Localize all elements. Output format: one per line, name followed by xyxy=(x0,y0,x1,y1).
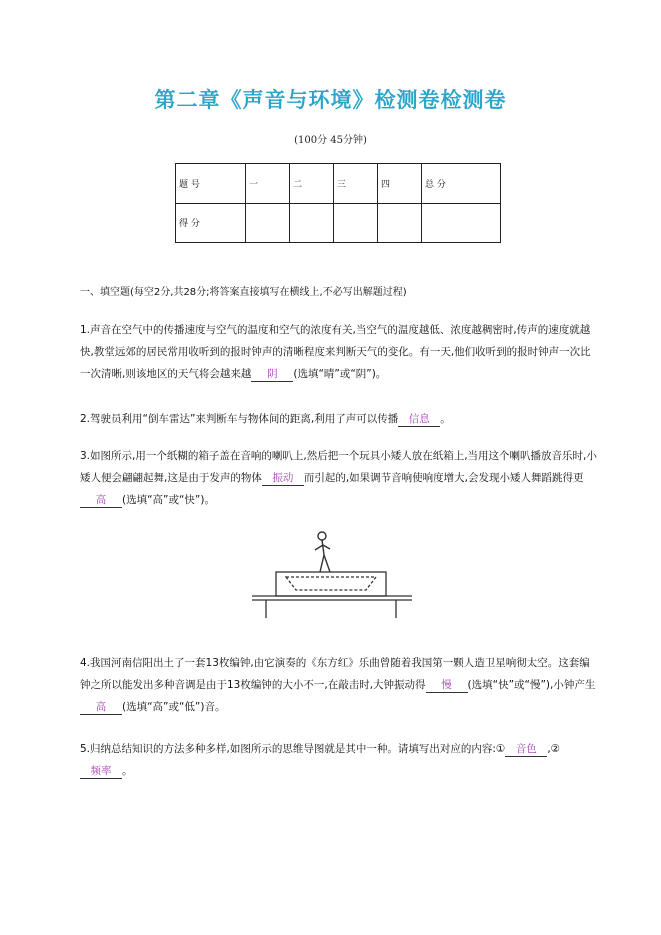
question-4 xyxy=(80,652,600,718)
question-text: 而引起的,如果调节音响使响度增大,会发现小矮人舞蹈跳得更 xyxy=(303,472,584,484)
question-5 xyxy=(80,738,600,782)
score-cell[interactable] xyxy=(378,203,422,243)
question-text: 5.归纳总结知识的方法多种多样,如图所示的思维导图就是其中一种。请填写出对应的内容:① xyxy=(80,743,506,755)
question-text: 2.驾驶员利用“倒车雷达”来判断车与物体间的距离,利用了声可以传播 xyxy=(80,413,399,425)
question-1 xyxy=(80,319,600,385)
score-cell[interactable] xyxy=(246,203,290,243)
speaker-box-figure xyxy=(244,530,414,620)
question-text: (选填“高”或“快”)。 xyxy=(122,494,215,506)
answer-blank: 慢 xyxy=(426,678,468,693)
answer-blank: 音色 xyxy=(505,742,547,757)
question-text: ,② xyxy=(547,743,561,755)
document-title: 第二章《声音与环境》检测卷检测卷 xyxy=(154,88,507,112)
score-header-cell: 四 xyxy=(378,164,422,204)
score-table xyxy=(175,163,501,243)
answer-blank: 高 xyxy=(80,493,122,508)
answer-blank: 信息 xyxy=(398,412,440,427)
score-cell[interactable] xyxy=(334,203,378,243)
paper-box-icon xyxy=(276,572,386,596)
score-header-cell: 题 号 xyxy=(176,164,246,204)
question-text: (选填“高”或“低”)音。 xyxy=(122,701,226,713)
score-cell[interactable] xyxy=(290,203,334,243)
question-text: (选填“快”或“慢”),小钟产生 xyxy=(467,679,596,691)
score-cell[interactable] xyxy=(422,203,501,243)
score-header-cell: 三 xyxy=(334,164,378,204)
answer-blank: 振动 xyxy=(262,471,304,486)
document-subtitle: (100分 45分钟) xyxy=(294,135,367,146)
question-3 xyxy=(80,445,600,511)
score-table-header-row xyxy=(176,164,501,204)
score-table-score-row xyxy=(176,203,501,243)
answer-blank: 高 xyxy=(80,700,122,715)
question-text: 3.如图所示,用一个纸糊的箱子盖在音响的喇叭上,然后把一个玩具小矮人放在纸箱上,当用这个喇叭播放音乐时,小矮人便会翩翩起舞,这是由于发声的物体 xyxy=(80,450,597,484)
question-text: 。 xyxy=(440,413,451,425)
score-header-cell: 二 xyxy=(290,164,334,204)
table-icon xyxy=(252,596,412,618)
question-2 xyxy=(80,408,600,430)
score-header-cell: 一 xyxy=(246,164,290,204)
question-text: 4.我国河南信阳出土了一套13枚编钟,由它演奏的《东方红》乐曲曾随着我国第一颗人造卫星响彻太空。这套编钟之所以能发出多种音调是由于13枚编钟的大小不一,在敲击时,大钟振动得 xyxy=(80,657,590,691)
question-text: (选填“晴”或“阴”)。 xyxy=(293,368,387,380)
question-text: 1.声音在空气中的传播速度与空气的温度和空气的浓度有关,当空气的温度越低、浓度越稠密时,传声的速度就越快,教堂远郊的居民常用收听到的报时钟声的清晰程度来判断天气的变化。有一天,他们收听到的报时钟声一次比一次清晰,则该地区的天气将会越来越 xyxy=(80,324,591,380)
answer-blank: 阴 xyxy=(251,367,293,382)
dancing-figure-icon xyxy=(315,532,330,572)
section-heading: 一、填空题(每空2分,共28分;将答案直接填写在横线上,不必写出解题过程) xyxy=(80,287,407,298)
question-text: 。 xyxy=(122,765,133,777)
answer-blank: 频率 xyxy=(80,764,122,779)
score-row-label: 得 分 xyxy=(176,203,246,243)
score-header-cell: 总 分 xyxy=(422,164,501,204)
